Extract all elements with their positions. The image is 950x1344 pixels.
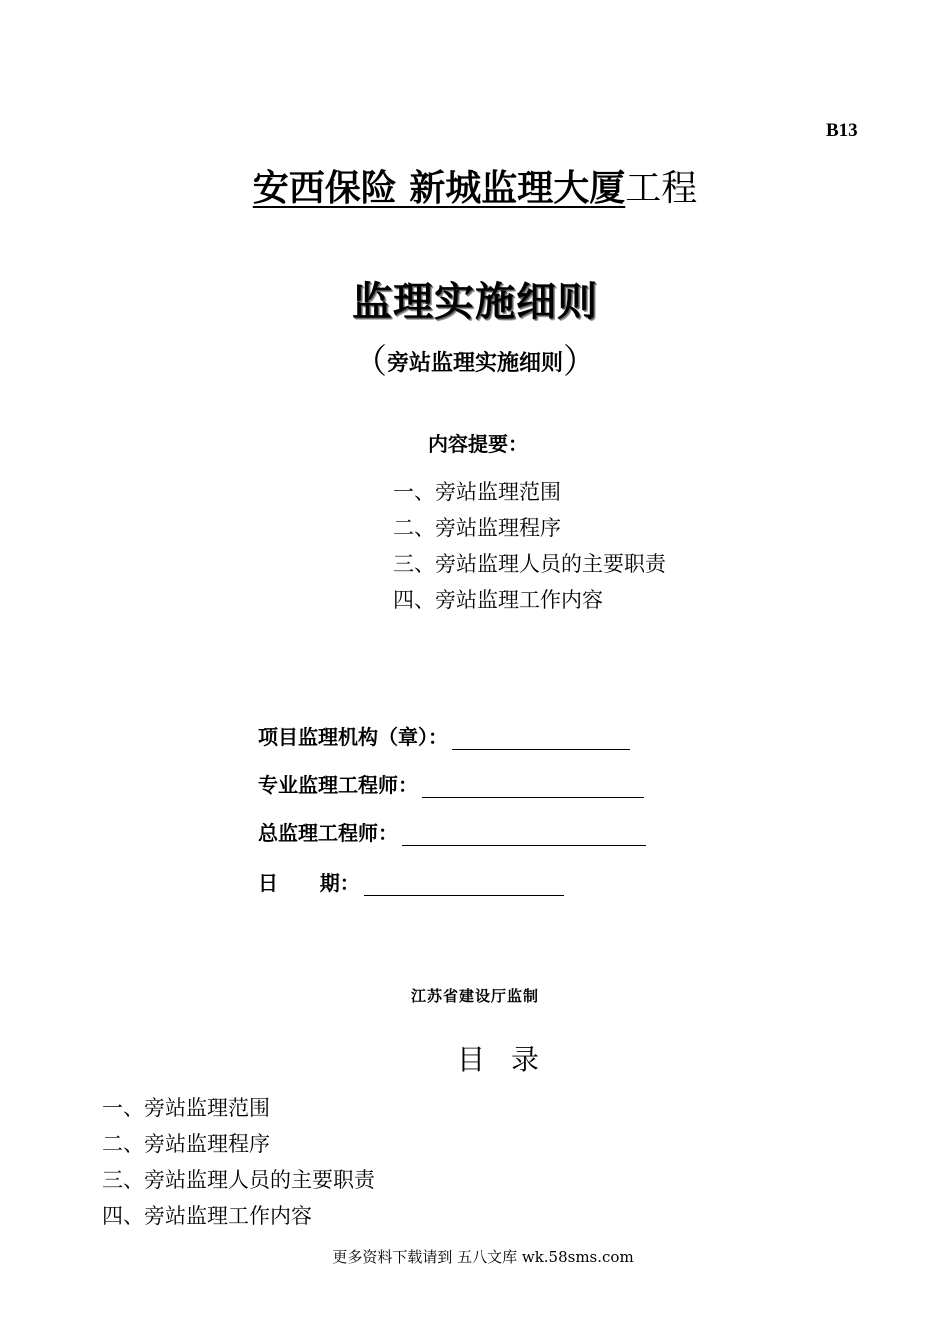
subtitle — [0, 340, 950, 386]
toc-title: 目录 — [456, 1043, 565, 1076]
summary-heading: 内容提要： — [428, 432, 528, 456]
signature-label: 总监理工程师： — [258, 821, 398, 845]
subtitle-text: 旁站监理实施细则 — [386, 351, 563, 376]
signature-label: 专业监理工程师： — [258, 773, 418, 797]
project-name: 安西保险 新城监理大厦 — [252, 167, 626, 209]
summary-item: 三、旁站监理人员的主要职责 — [393, 552, 666, 576]
issuer: 江苏省建设厅监制 — [410, 987, 539, 1005]
project-suffix: 工程 — [625, 168, 698, 209]
summary-list — [393, 474, 666, 618]
project-title — [0, 163, 950, 214]
toc-item: 四、旁站监理工作内容 — [102, 1204, 312, 1228]
summary-item: 四、旁站监理工作内容 — [393, 588, 603, 612]
toc-item: 三、旁站监理人员的主要职责 — [102, 1168, 375, 1192]
signature-blank — [364, 873, 564, 896]
signature-blank — [452, 727, 630, 750]
subtitle-open-paren: （ — [352, 342, 387, 382]
signature-row-engineer — [258, 768, 644, 798]
main-title: 监理实施细则 — [352, 279, 598, 325]
toc-item: 二、旁站监理程序 — [102, 1132, 270, 1156]
subtitle-close-paren: ） — [563, 342, 597, 382]
signature-row-chief-engineer — [258, 816, 646, 846]
signature-row-agency — [258, 720, 630, 750]
summary-item: 一、旁站监理范围 — [393, 480, 561, 504]
footer-note: 更多资料下载请到 五八文库 wk.58sms.com — [332, 1248, 634, 1266]
form-code: B13 — [826, 120, 858, 141]
signature-blank — [402, 823, 646, 846]
signature-row-date — [258, 866, 564, 896]
toc-list — [102, 1090, 375, 1234]
signature-blank — [422, 775, 644, 798]
signature-label: 项目监理机构（章）： — [258, 725, 448, 749]
signature-label: 日 期： — [258, 871, 360, 895]
summary-item: 二、旁站监理程序 — [393, 516, 561, 540]
toc-item: 一、旁站监理范围 — [102, 1096, 270, 1120]
